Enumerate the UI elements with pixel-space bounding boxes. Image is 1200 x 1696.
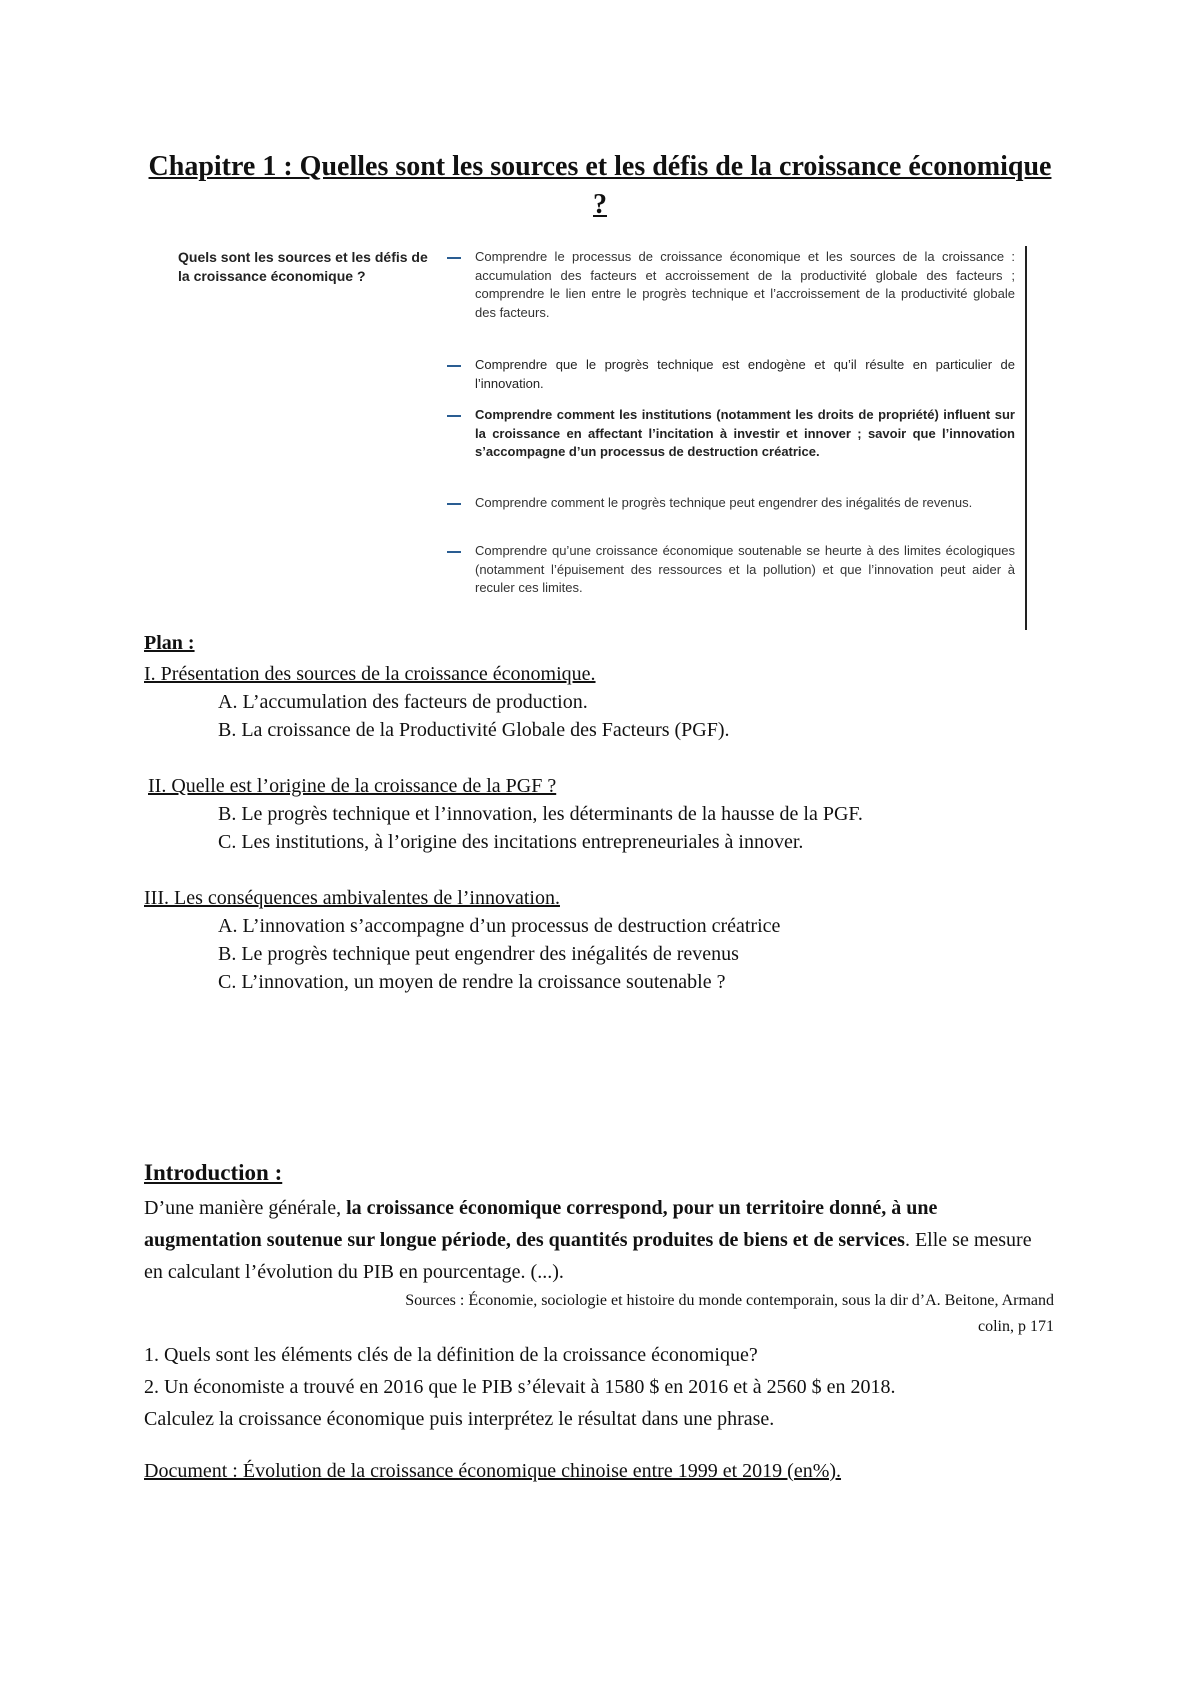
programme-objective-2: Comprendre que le progrès technique est endogène et qu’il résulte en particulier de l’innovation. — [475, 356, 1015, 393]
introduction-paragraph: D’une manière générale, la croissance économique correspond, pour un territoire donné, à une augmentation soutenue sur longue période, des quantités produites de biens et de services. Elle se mesure en calculant l’évolution du PIB en pourcentage. (...). — [144, 1197, 1032, 1283]
programme-objective-4: Comprendre comment le progrès technique peut engendrer des inégalités de revenus. — [475, 494, 1015, 513]
plan-part-2-c: C. Les institutions, à l’origine des incitations entrepreneuriales à innover. — [218, 831, 804, 853]
definition-text: la croissance économique correspond, pour un territoire donné, à une augmentation soutenue sur longue période, des quantités produites de biens et de services — [144, 1197, 938, 1251]
source-line-2: colin, p 171 — [978, 1318, 1054, 1335]
plan-heading: Plan : — [144, 632, 195, 654]
plan-part-1-b: B. La croissance de la Productivité Globale des Facteurs (PGF). — [218, 719, 730, 741]
plan-part-1-a: A. L’accumulation des facteurs de production. — [218, 691, 588, 713]
programme-objective-5: Comprendre qu’une croissance économique soutenable se heurte à des limites écologiques (notamment l’épuisement des ressources et la pollution) et que l’innovation peut aider à reculer ces limites. — [475, 542, 1015, 598]
chapter-title: Chapitre 1 : Quelles sont les sources et les défis de la croissance économique ? — [148, 151, 1052, 220]
dash-bullet-icon — [447, 415, 461, 417]
dash-bullet-icon — [447, 503, 461, 505]
question-2-line-1: 2. Un économiste a trouvé en 2016 que le PIB s’élevait à 1580 $ en 2016 et à 2560 $ en 2018. — [144, 1376, 896, 1398]
programme-objective-3: Comprendre comment les institutions (notamment les droits de propriété) influent sur la croissance en affectant l’incitation à investir et innover ; savoir que l’innovation s’accompagne d’un processus de destruction créatrice. — [475, 406, 1015, 462]
plan-part-2-title: II. Quelle est l’origine de la croissance de la PGF ? — [148, 775, 557, 797]
plan-part-3-title: III. Les conséquences ambivalentes de l’innovation. — [144, 887, 560, 909]
dash-bullet-icon — [447, 365, 461, 367]
question-1: 1. Quels sont les éléments clés de la définition de la croissance économique? — [144, 1344, 758, 1366]
programme-objective-1: Comprendre le processus de croissance économique et les sources de la croissance : accumulation des facteurs et accroissement de la productivité globale des facteurs ; comprendre le lien entre le progrès technique et l’accroissement de la productivité globale des facteurs. — [475, 248, 1015, 322]
dash-bullet-icon — [447, 257, 461, 259]
dash-bullet-icon — [447, 551, 461, 553]
plan-part-3-a: A. L’innovation s’accompagne d’un processus de destruction créatrice — [218, 915, 781, 937]
introduction-heading: Introduction : — [144, 1160, 283, 1185]
programme-question: Quels sont les sources et les défis de la croissance économique ? — [178, 249, 428, 284]
plan-part-3-b: B. Le progrès technique peut engendrer des inégalités de revenus — [218, 943, 739, 965]
plan-part-3-c: C. L’innovation, un moyen de rendre la croissance soutenable ? — [218, 971, 726, 993]
document-title: Document : Évolution de la croissance économique chinoise entre 1999 et 2019 (en%). — [144, 1460, 842, 1482]
source-line-1: Sources : Économie, sociologie et histoire du monde contemporain, sous la dir d’A. Beitone, Armand — [405, 1292, 1054, 1309]
programme-table — [170, 246, 1030, 630]
table-border — [1025, 246, 1027, 630]
plan-part-1-title: I. Présentation des sources de la croissance économique. — [144, 663, 596, 685]
plan-part-2-b: B. Le progrès technique et l’innovation, les déterminants de la hausse de la PGF. — [218, 803, 863, 825]
question-2-line-2: Calculez la croissance économique puis interprétez le résultat dans une phrase. — [144, 1408, 775, 1430]
